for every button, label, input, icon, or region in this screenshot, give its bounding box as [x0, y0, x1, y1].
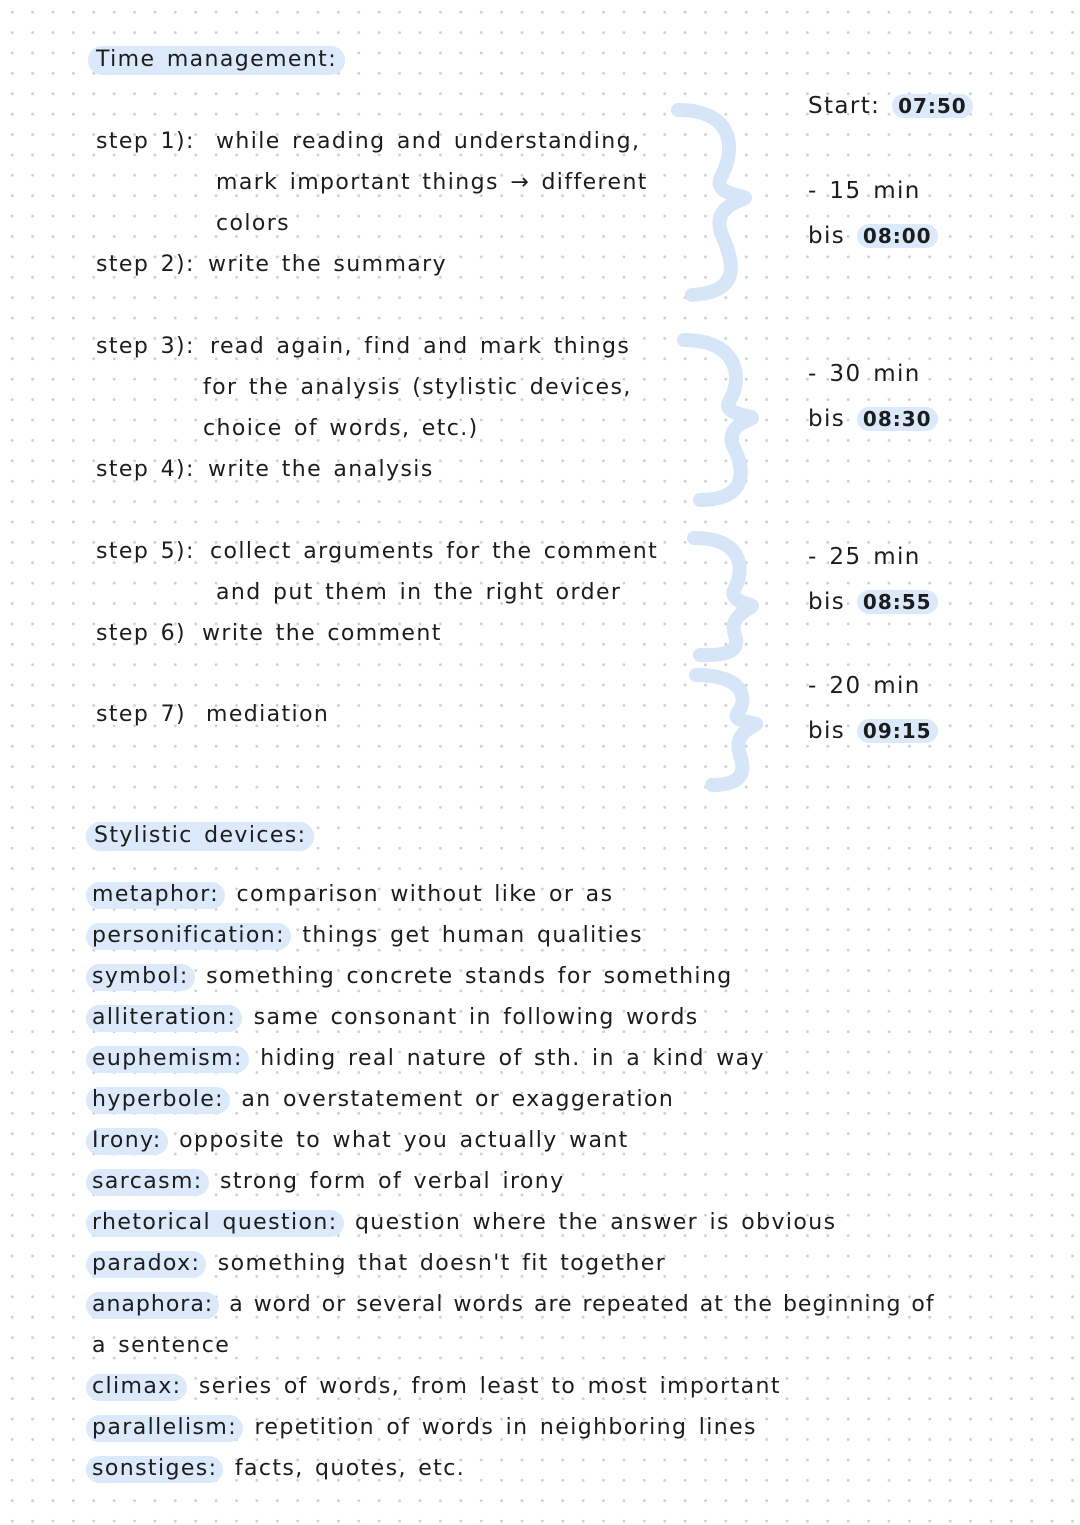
brace-4 [696, 675, 756, 785]
step-3-line-3: choice of words, etc.) [203, 416, 479, 441]
device-item: rhetorical question: question where the answer is obvious [92, 1209, 836, 1237]
block-1-end: bis 08:00 [808, 222, 938, 250]
device-item: paradox: something that doesn't fit together [92, 1250, 666, 1278]
device-item: anaphora: a word or several words are repeated at the beginning of [92, 1291, 935, 1319]
block-2-duration: - 30 min [808, 361, 921, 387]
device-item: sarcasm: strong form of verbal irony [92, 1168, 565, 1196]
brace-1 [678, 110, 745, 295]
brace-3 [694, 538, 752, 655]
block-4-duration: - 20 min [808, 673, 921, 699]
device-item-continuation: a sentence [92, 1333, 231, 1358]
device-item: metaphor: comparison without like or as [92, 881, 613, 909]
step-7-text: mediation [206, 702, 330, 727]
device-item: climax: series of words, from least to most important [92, 1373, 781, 1401]
device-item: Irony: opposite to what you actually want [92, 1127, 629, 1155]
step-5-label: step 5): [96, 539, 195, 564]
brace-2 [684, 340, 752, 500]
step-7-label: step 7) [96, 702, 186, 727]
step-3-line-2: for the analysis (stylistic devices, [203, 375, 632, 400]
device-item: parallelism: repetition of words in neighboring lines [92, 1414, 757, 1442]
time-management-heading: Time management: [96, 46, 345, 74]
step-6-label: step 6) [96, 621, 186, 646]
block-1-duration: - 15 min [808, 178, 921, 204]
step-2-text: write the summary [208, 252, 448, 277]
device-item: euphemism: hiding real nature of sth. in a kind way [92, 1045, 765, 1073]
device-item: hyperbole: an overstatement or exaggeration [92, 1086, 674, 1114]
step-1-line-2: mark important things → different [216, 170, 648, 195]
block-3-duration: - 25 min [808, 544, 921, 570]
stylistic-devices-heading: Stylistic devices: [94, 822, 314, 850]
step-1-label: step 1): [96, 129, 195, 154]
step-4-text: write the analysis [208, 457, 434, 482]
device-item: alliteration: same consonant in following words [92, 1004, 699, 1032]
block-2-end: bis 08:30 [808, 405, 938, 433]
device-item: symbol: something concrete stands for something [92, 963, 733, 991]
step-3-label: step 3): [96, 334, 195, 359]
block-4-end: bis 09:15 [808, 717, 938, 745]
device-item: sonstiges: facts, quotes, etc. [92, 1455, 465, 1483]
step-5-line-2: and put them in the right order [216, 580, 622, 605]
step-5-line-1: collect arguments for the comment [210, 539, 659, 564]
step-2-label: step 2): [96, 252, 195, 277]
step-1-line-1: while reading and understanding, [216, 129, 641, 154]
step-3-line-1: read again, find and mark things [210, 334, 631, 359]
start-time: Start: 07:50 [808, 92, 973, 120]
block-3-end: bis 08:55 [808, 588, 938, 616]
step-1-line-3: colors [216, 211, 291, 236]
device-item: personification: things get human qualities [92, 922, 643, 950]
step-6-text: write the comment [202, 621, 442, 646]
step-4-label: step 4): [96, 457, 195, 482]
